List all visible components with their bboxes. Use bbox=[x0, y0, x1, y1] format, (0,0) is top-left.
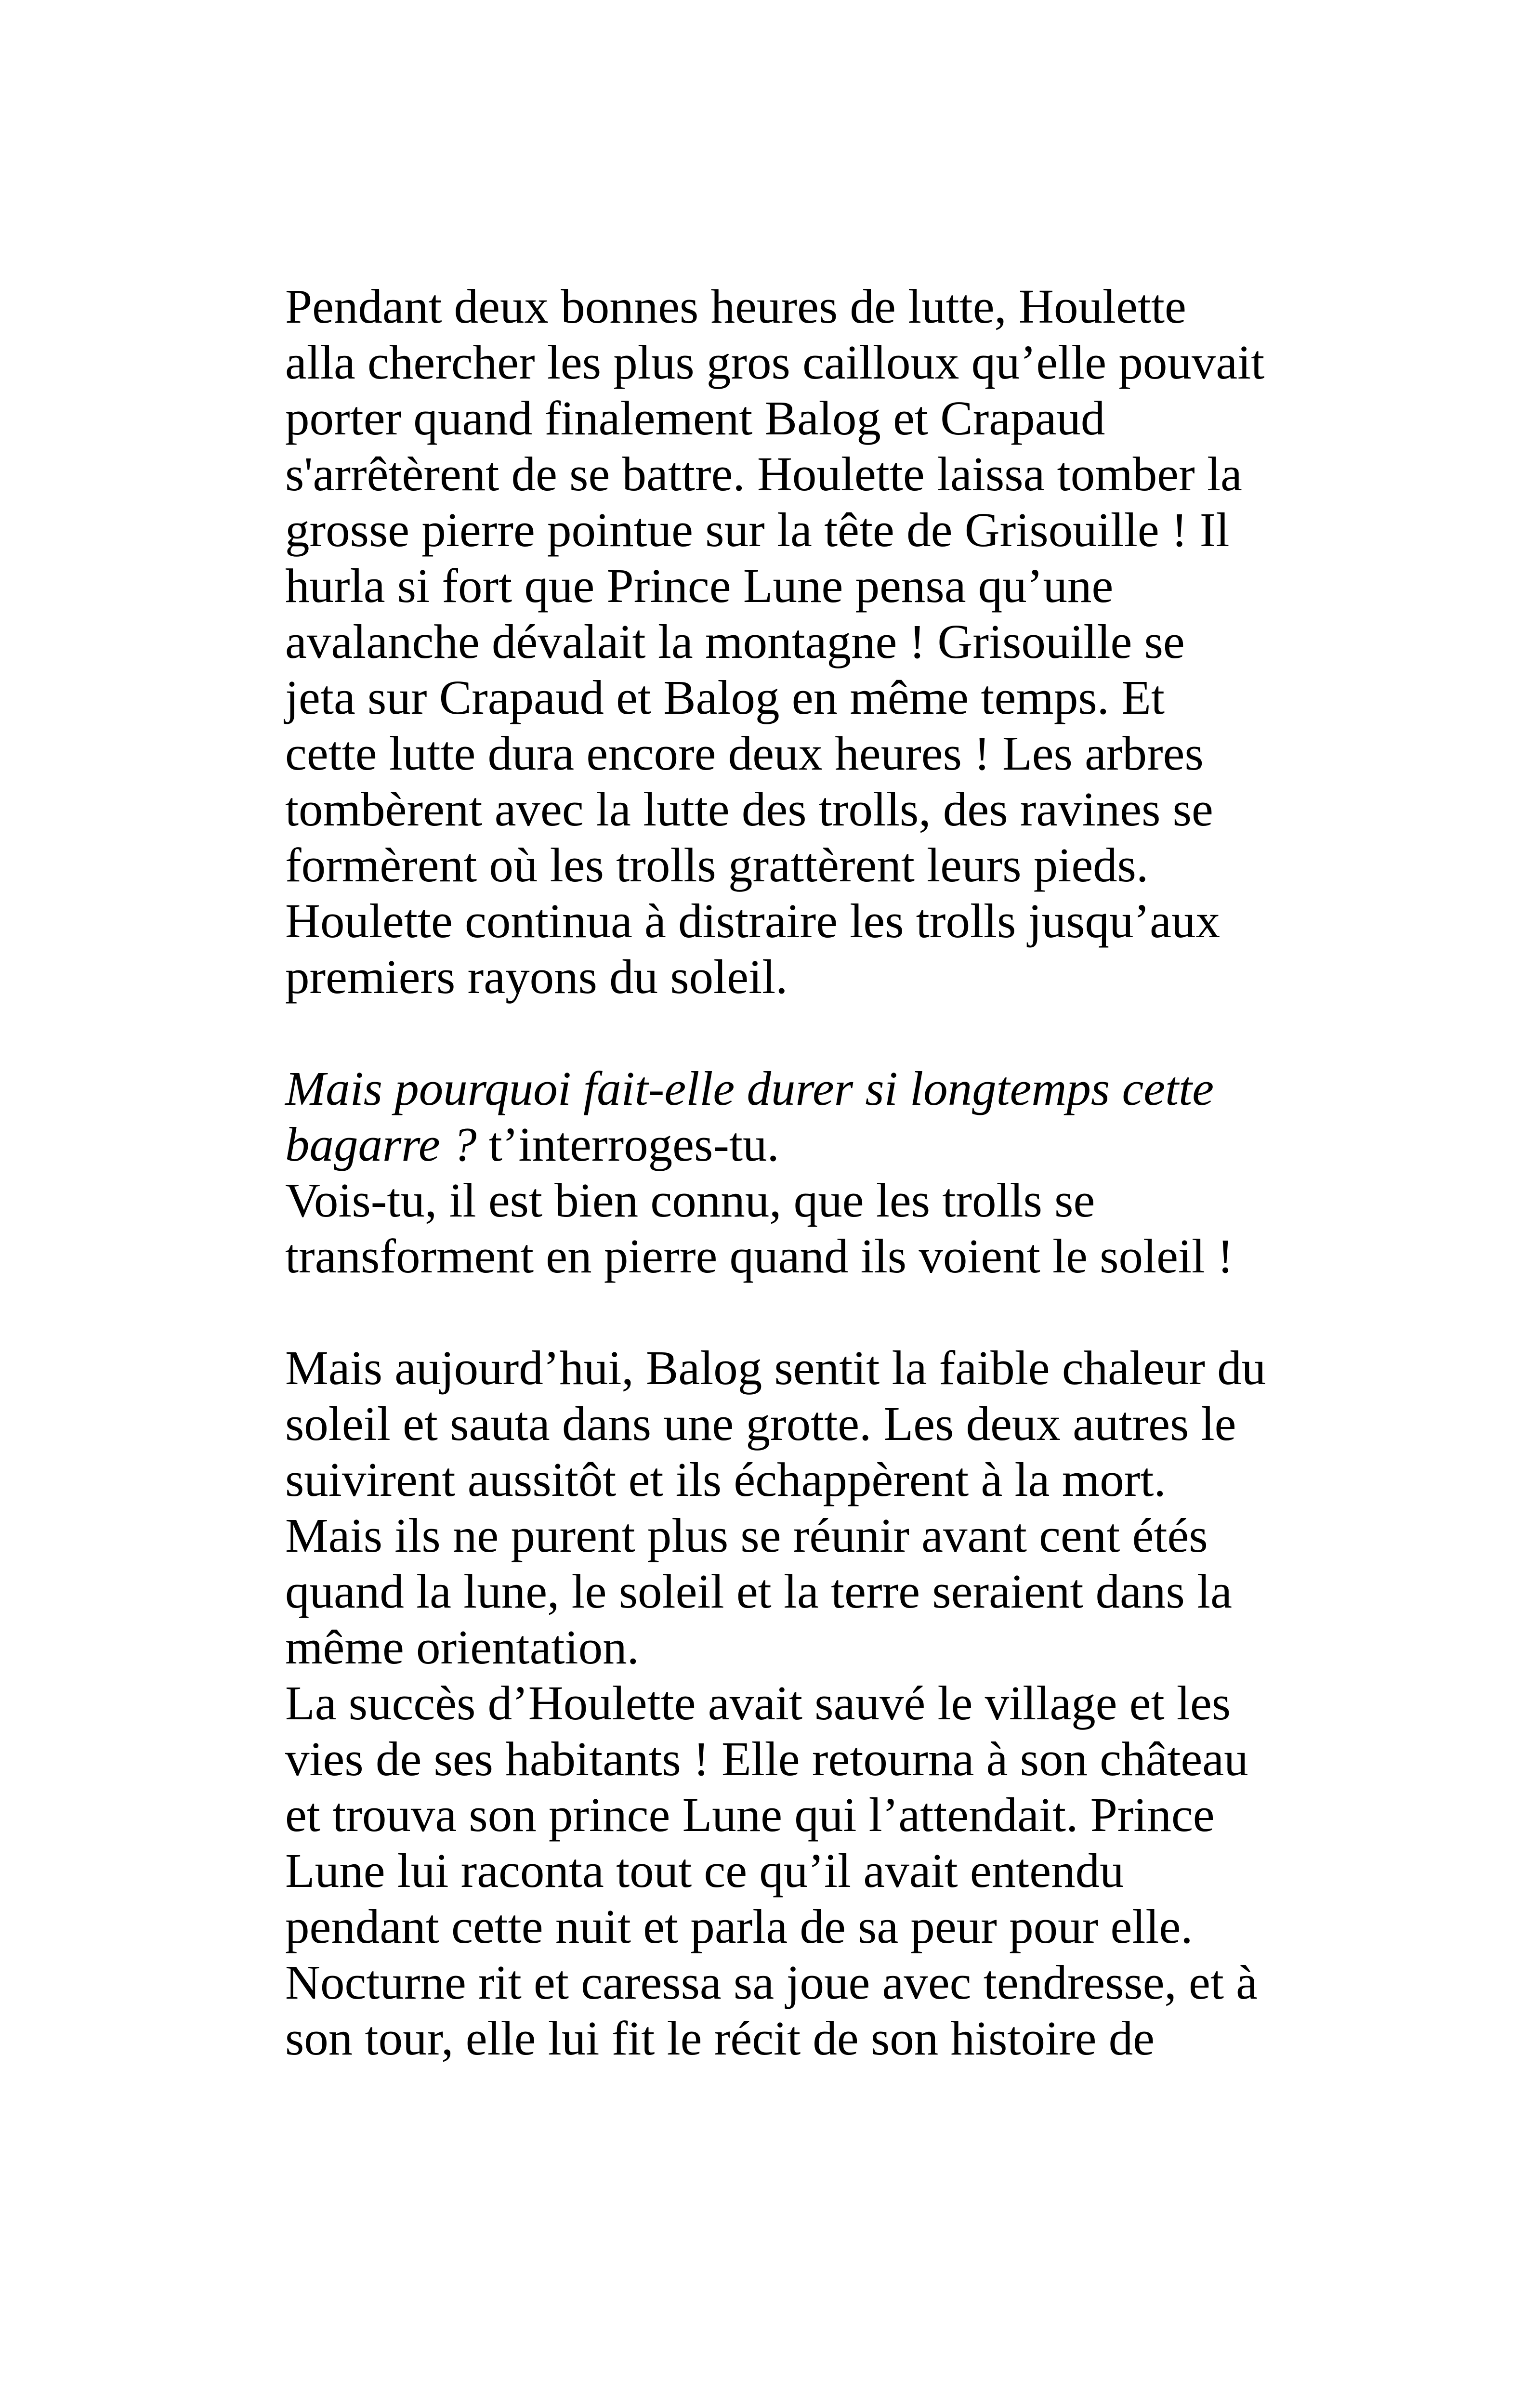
text-line: et trouva son prince Lune qui l’attendait. Prince bbox=[285, 1788, 1215, 1842]
text-line: Pendant deux bonnes heures de lutte, Houlette bbox=[285, 279, 1186, 333]
paragraph-1 bbox=[285, 278, 1393, 1005]
body-text bbox=[285, 278, 1393, 2066]
text-line: avalanche dévalait la montagne ! Grisouille se bbox=[285, 615, 1185, 668]
paragraph-2 bbox=[285, 1060, 1393, 1284]
text-line bbox=[285, 1060, 1393, 1116]
text-line: soleil et sauta dans une grotte. Les deux autres le bbox=[285, 1397, 1236, 1451]
text-line: Lune lui raconta tout ce qu’il avait entendu bbox=[285, 1844, 1124, 1898]
text-line: cette lutte dura encore deux heures ! Les arbres bbox=[285, 726, 1204, 780]
text-line: alla chercher les plus gros cailloux qu’elle pouvait bbox=[285, 335, 1265, 389]
paragraph-spacer bbox=[285, 1005, 1393, 1060]
text-line: Mais aujourd’hui, Balog sentit la faible chaleur du bbox=[285, 1341, 1266, 1395]
text-line bbox=[285, 1116, 1393, 1172]
italic-text: bagarre ? bbox=[285, 1117, 477, 1171]
text-line: même orientation. bbox=[285, 1620, 639, 1674]
text-line: porter quand finalement Balog et Crapaud bbox=[285, 391, 1105, 445]
text-line: tombèrent avec la lutte des trolls, des ravines se bbox=[285, 782, 1213, 836]
text-line: grosse pierre pointue sur la tête de Grisouille ! Il bbox=[285, 503, 1230, 557]
text-line: hurla si fort que Prince Lune pensa qu’une bbox=[285, 559, 1114, 613]
text-line: s'arrêtèrent de se battre. Houlette laissa tomber la bbox=[285, 447, 1242, 501]
text-line: son tour, elle lui fit le récit de son histoire de bbox=[285, 2011, 1155, 2065]
regular-text: t’interroges-tu. bbox=[476, 1117, 779, 1171]
paragraph-3 bbox=[285, 1340, 1393, 2066]
paragraph-spacer bbox=[285, 1284, 1393, 1340]
text-line: Mais ils ne purent plus se réunir avant cent étés bbox=[285, 1508, 1208, 1562]
text-line: Nocturne rit et caressa sa joue avec tendresse, et à bbox=[285, 1955, 1258, 2009]
text-line: pendant cette nuit et parla de sa peur pour elle. bbox=[285, 1899, 1193, 1953]
text-line: suivirent aussitôt et ils échappèrent à la mort. bbox=[285, 1453, 1166, 1506]
text-line: La succès d’Houlette avait sauvé le village et les bbox=[285, 1676, 1231, 1730]
text-line: Vois-tu, il est bien connu, que les trolls se bbox=[285, 1173, 1095, 1227]
text-line: Houlette continua à distraire les trolls jusqu’aux bbox=[285, 894, 1220, 948]
text-line: transforment en pierre quand ils voient le soleil ! bbox=[285, 1229, 1234, 1283]
text-line: quand la lune, le soleil et la terre seraient dans la bbox=[285, 1564, 1232, 1618]
text-line: jeta sur Crapaud et Balog en même temps. Et bbox=[285, 670, 1165, 724]
text-line: vies de ses habitants ! Elle retourna à son château bbox=[285, 1732, 1248, 1786]
text-line: formèrent où les trolls grattèrent leurs pieds. bbox=[285, 838, 1149, 892]
text-line: premiers rayons du soleil. bbox=[285, 950, 788, 1004]
italic-text: Mais pourquoi fait-elle durer si longtemps cette bbox=[285, 1061, 1214, 1115]
